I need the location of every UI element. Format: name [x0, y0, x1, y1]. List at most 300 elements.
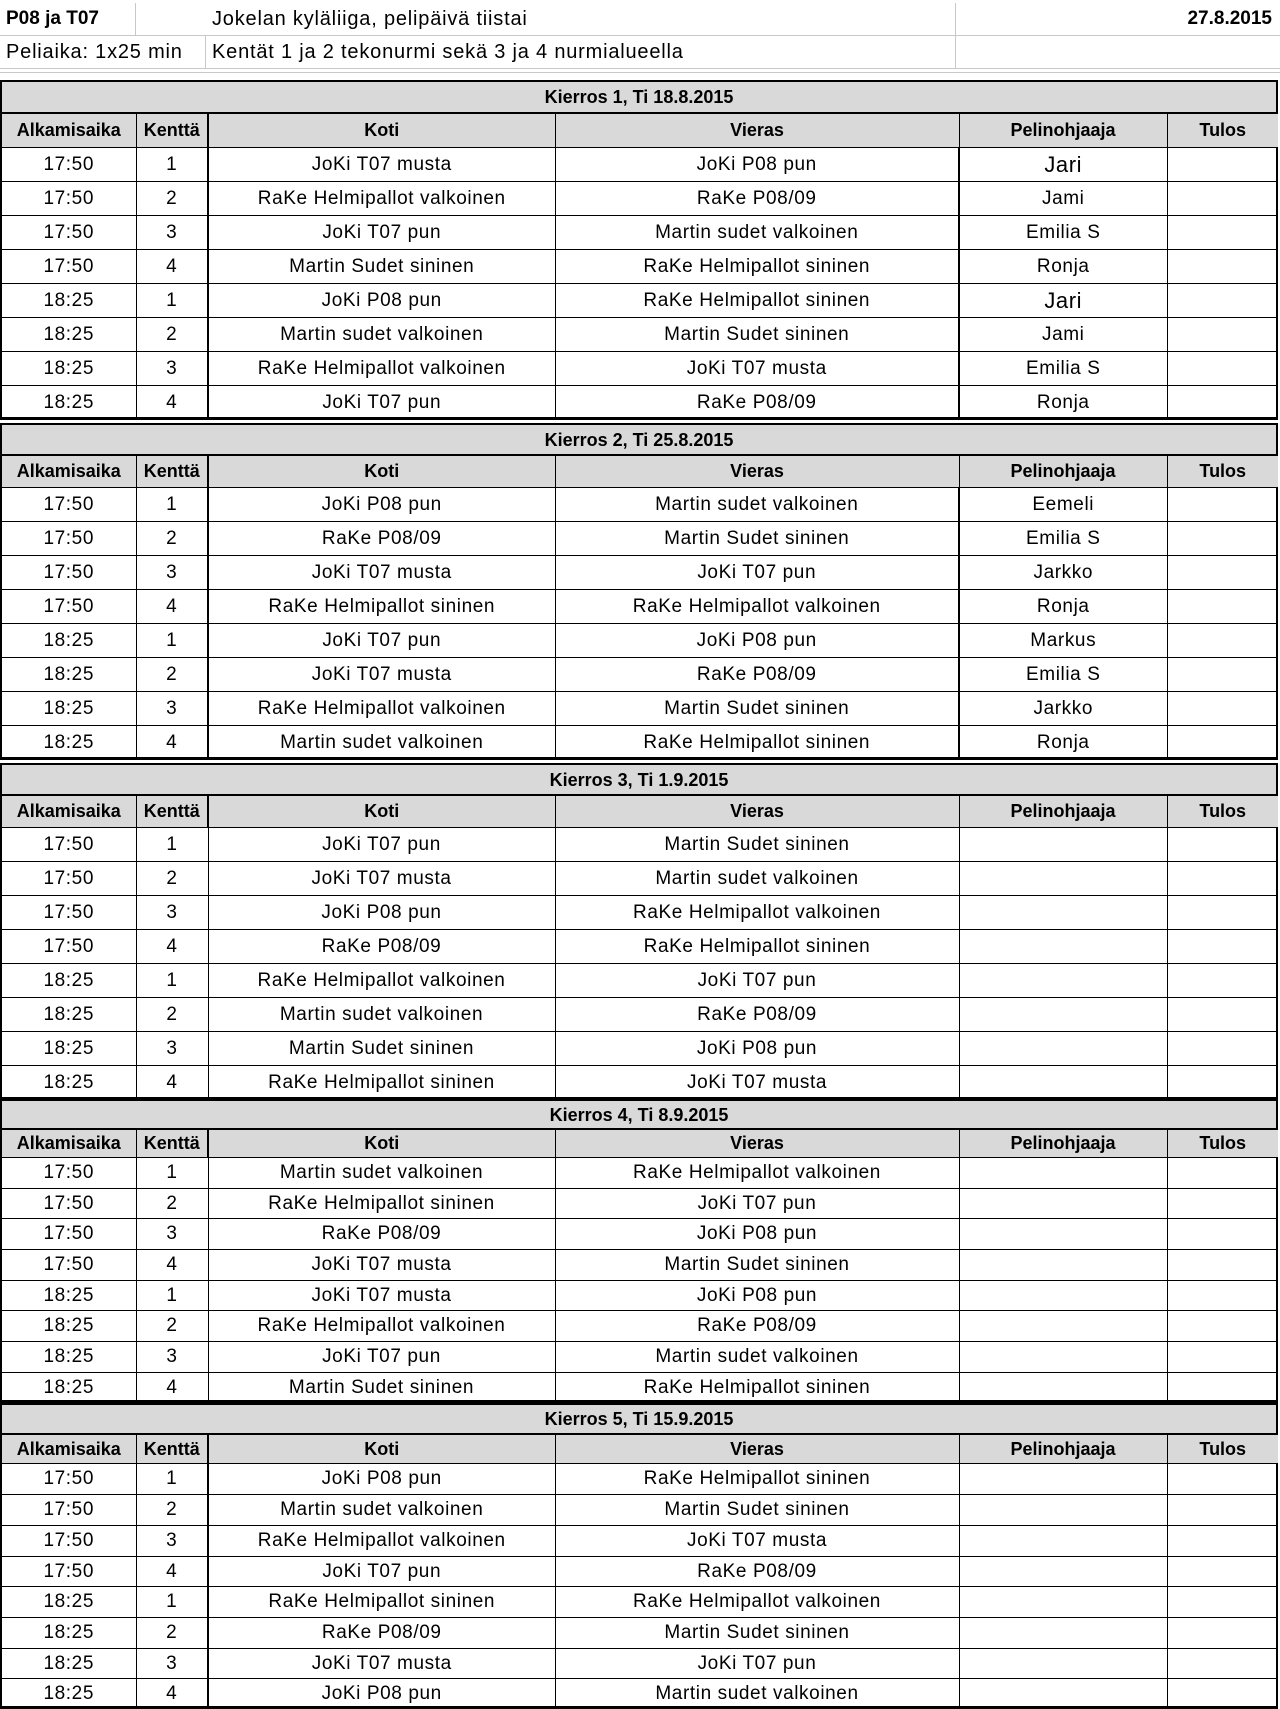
referee-cell[interactable] — [959, 828, 1167, 862]
referee-cell[interactable] — [959, 1649, 1167, 1679]
result-cell[interactable] — [1167, 726, 1278, 760]
field-number-cell[interactable]: 2 — [136, 182, 208, 216]
home-team-cell[interactable]: JoKi T07 musta — [208, 1250, 555, 1281]
header-field[interactable]: Kenttä — [136, 114, 208, 148]
round-bottom-border — [0, 1706, 1278, 1708]
start-time-cell[interactable]: 17:50 — [2, 522, 136, 556]
result-cell[interactable] — [1167, 1495, 1278, 1526]
table-row — [2, 828, 1278, 862]
start-time-cell[interactable]: 18:25 — [2, 1373, 136, 1403]
start-time-cell[interactable]: 18:25 — [2, 1679, 136, 1709]
start-time-cell[interactable]: 17:50 — [2, 1158, 136, 1189]
result-cell[interactable] — [1167, 624, 1278, 658]
result-cell[interactable] — [1167, 1342, 1278, 1373]
field-number-cell[interactable]: 1 — [136, 284, 208, 318]
header-result[interactable]: Tulos — [1167, 456, 1278, 488]
home-team-cell[interactable]: Martin sudet valkoinen — [208, 726, 555, 760]
start-time-cell[interactable]: 17:50 — [2, 1495, 136, 1526]
document-date[interactable]: 27.8.2015 — [1187, 8, 1272, 29]
header-field[interactable]: Kenttä — [136, 796, 208, 828]
header-result[interactable]: Tulos — [1167, 1435, 1278, 1464]
table-row — [2, 1495, 1278, 1526]
away-team-cell[interactable]: RaKe Helmipallot sininen — [555, 1373, 959, 1403]
column-header-row — [2, 796, 1278, 828]
field-number-cell[interactable]: 3 — [136, 216, 208, 250]
away-team-cell[interactable]: JoKi P08 pun — [555, 1219, 959, 1250]
round-title[interactable]: Kierros 5, Ti 15.9.2015 — [2, 1405, 1276, 1434]
home-team-cell[interactable]: RaKe Helmipallot valkoinen — [208, 692, 555, 726]
result-cell[interactable] — [1167, 1679, 1278, 1709]
field-number-cell[interactable]: 4 — [136, 726, 208, 760]
table-row — [2, 1311, 1278, 1342]
away-team-cell[interactable]: RaKe Helmipallot sininen — [555, 250, 959, 284]
start-time-cell[interactable]: 17:50 — [2, 1557, 136, 1587]
home-team-cell[interactable]: JoKi P08 pun — [208, 896, 555, 930]
result-cell[interactable] — [1167, 1189, 1278, 1219]
home-team-cell[interactable]: JoKi T07 musta — [208, 556, 555, 590]
home-team-cell[interactable]: RaKe P08/09 — [208, 930, 555, 964]
away-team-cell[interactable]: RaKe Helmipallot sininen — [555, 1464, 959, 1495]
header-result[interactable]: Tulos — [1167, 114, 1278, 148]
result-cell[interactable] — [1167, 216, 1278, 250]
home-team-cell[interactable]: RaKe P08/09 — [208, 1618, 555, 1649]
field-number-cell[interactable]: 3 — [136, 556, 208, 590]
away-team-cell[interactable]: Martin sudet valkoinen — [555, 862, 959, 896]
home-team-cell[interactable]: JoKi T07 musta — [208, 862, 555, 896]
field-number-cell[interactable]: 3 — [136, 352, 208, 386]
header-referee[interactable]: Pelinohjaaja — [959, 456, 1167, 488]
referee-cell[interactable]: Emilia S — [959, 658, 1167, 692]
field-number-cell[interactable]: 4 — [136, 1373, 208, 1403]
header-home[interactable]: Koti — [208, 1435, 555, 1464]
away-team-cell[interactable]: RaKe Helmipallot valkoinen — [555, 590, 959, 624]
header-field[interactable]: Kenttä — [136, 1435, 208, 1464]
start-time-cell[interactable]: 17:50 — [2, 148, 136, 182]
away-team-cell[interactable]: Martin sudet valkoinen — [555, 1679, 959, 1709]
away-team-cell[interactable]: JoKi T07 pun — [555, 964, 959, 998]
away-team-cell[interactable]: Martin Sudet sininen — [555, 1618, 959, 1649]
referee-cell[interactable] — [959, 1032, 1167, 1066]
field-number-cell[interactable]: 2 — [136, 658, 208, 692]
field-number-cell[interactable]: 1 — [136, 488, 208, 522]
start-time-cell[interactable]: 18:25 — [2, 318, 136, 352]
referee-cell[interactable]: Ronja — [959, 250, 1167, 284]
referee-cell[interactable] — [959, 930, 1167, 964]
header-away[interactable]: Vieras — [555, 114, 959, 148]
start-time-cell[interactable]: 18:25 — [2, 1342, 136, 1373]
start-time-cell[interactable]: 18:25 — [2, 1587, 136, 1618]
start-time-cell[interactable]: 17:50 — [2, 1464, 136, 1495]
away-team-cell[interactable]: Martin sudet valkoinen — [555, 1342, 959, 1373]
start-time-cell[interactable]: 17:50 — [2, 590, 136, 624]
result-cell[interactable] — [1167, 386, 1278, 420]
home-team-cell[interactable]: JoKi T07 musta — [208, 1649, 555, 1679]
away-team-cell[interactable]: JoKi T07 pun — [555, 1649, 959, 1679]
away-team-cell[interactable]: JoKi P08 pun — [555, 1281, 959, 1311]
start-time-cell[interactable]: 18:25 — [2, 1618, 136, 1649]
referee-cell[interactable] — [959, 1587, 1167, 1618]
referee-cell[interactable] — [959, 1679, 1167, 1709]
start-time-cell[interactable]: 17:50 — [2, 1219, 136, 1250]
home-team-cell[interactable]: Martin Sudet sininen — [208, 1373, 555, 1403]
field-number-cell[interactable]: 3 — [136, 1342, 208, 1373]
away-team-cell[interactable]: Martin Sudet sininen — [555, 1250, 959, 1281]
away-team-cell[interactable]: Martin Sudet sininen — [555, 692, 959, 726]
referee-cell[interactable] — [959, 1373, 1167, 1403]
start-time-cell[interactable]: 18:25 — [2, 726, 136, 760]
field-number-cell[interactable]: 4 — [136, 386, 208, 420]
start-time-cell[interactable]: 17:50 — [2, 930, 136, 964]
referee-cell[interactable]: Emilia S — [959, 522, 1167, 556]
header-start-time[interactable]: Alkamisaika — [2, 796, 136, 828]
home-team-cell[interactable]: JoKi P08 pun — [208, 1464, 555, 1495]
referee-cell[interactable]: Ronja — [959, 386, 1167, 420]
referee-cell[interactable]: Ronja — [959, 590, 1167, 624]
referee-cell[interactable] — [959, 1464, 1167, 1495]
home-team-cell[interactable]: JoKi T07 musta — [208, 1281, 555, 1311]
start-time-cell[interactable]: 18:25 — [2, 1649, 136, 1679]
header-start-time[interactable]: Alkamisaika — [2, 1130, 136, 1158]
home-team-cell[interactable]: RaKe Helmipallot valkoinen — [208, 1526, 555, 1557]
referee-cell[interactable]: Emilia S — [959, 352, 1167, 386]
away-team-cell[interactable]: JoKi T07 musta — [555, 1526, 959, 1557]
column-header-row — [2, 114, 1278, 148]
result-cell[interactable] — [1167, 1219, 1278, 1250]
home-team-cell[interactable]: RaKe Helmipallot valkoinen — [208, 964, 555, 998]
home-team-cell[interactable]: RaKe Helmipallot valkoinen — [208, 352, 555, 386]
field-number-cell[interactable]: 3 — [136, 896, 208, 930]
field-number-cell[interactable]: 2 — [136, 1189, 208, 1219]
header-home[interactable]: Koti — [208, 1130, 555, 1158]
result-cell[interactable] — [1167, 1587, 1278, 1618]
result-cell[interactable] — [1167, 522, 1278, 556]
result-cell[interactable] — [1167, 352, 1278, 386]
header-start-time[interactable]: Alkamisaika — [2, 1435, 136, 1464]
header-home[interactable]: Koti — [208, 796, 555, 828]
field-number-cell[interactable]: 2 — [136, 1311, 208, 1342]
away-team-cell[interactable]: RaKe Helmipallot sininen — [555, 726, 959, 760]
field-number-cell[interactable]: 1 — [136, 828, 208, 862]
header-result[interactable]: Tulos — [1167, 1130, 1278, 1158]
home-team-cell[interactable]: JoKi P08 pun — [208, 1679, 555, 1709]
home-team-cell[interactable]: JoKi T07 pun — [208, 386, 555, 420]
field-number-cell[interactable]: 1 — [136, 964, 208, 998]
referee-cell[interactable]: Jarkko — [959, 692, 1167, 726]
start-time-cell[interactable]: 17:50 — [2, 250, 136, 284]
result-cell[interactable] — [1167, 964, 1278, 998]
header-field[interactable]: Kenttä — [136, 1130, 208, 1158]
result-cell[interactable] — [1167, 1066, 1278, 1100]
result-cell[interactable] — [1167, 1373, 1278, 1403]
referee-cell[interactable] — [959, 1189, 1167, 1219]
field-number-cell[interactable]: 3 — [136, 1032, 208, 1066]
result-cell[interactable] — [1167, 556, 1278, 590]
result-cell[interactable] — [1167, 692, 1278, 726]
header-referee[interactable]: Pelinohjaaja — [959, 1130, 1167, 1158]
field-number-cell[interactable]: 2 — [136, 522, 208, 556]
header-referee[interactable]: Pelinohjaaja — [959, 1435, 1167, 1464]
table-row — [2, 488, 1278, 522]
start-time-cell[interactable]: 17:50 — [2, 488, 136, 522]
start-time-cell[interactable]: 18:25 — [2, 658, 136, 692]
referee-cell[interactable]: Ronja — [959, 726, 1167, 760]
header-home[interactable]: Koti — [208, 114, 555, 148]
field-number-cell[interactable]: 4 — [136, 1250, 208, 1281]
header-away[interactable]: Vieras — [555, 796, 959, 828]
start-time-cell[interactable]: 18:25 — [2, 692, 136, 726]
field-number-cell[interactable]: 4 — [136, 930, 208, 964]
away-team-cell[interactable]: RaKe P08/09 — [555, 386, 959, 420]
away-team-cell[interactable]: Martin Sudet sininen — [555, 318, 959, 352]
referee-cell[interactable]: Markus — [959, 624, 1167, 658]
field-number-cell[interactable]: 1 — [136, 1158, 208, 1189]
field-number-cell[interactable]: 3 — [136, 1649, 208, 1679]
referee-cell[interactable]: Jari — [959, 284, 1167, 318]
result-cell[interactable] — [1167, 590, 1278, 624]
referee-cell[interactable] — [959, 1250, 1167, 1281]
field-number-cell[interactable]: 2 — [136, 998, 208, 1032]
round-bottom-border — [0, 417, 1278, 419]
away-team-cell[interactable]: RaKe Helmipallot valkoinen — [555, 896, 959, 930]
referee-cell[interactable] — [959, 896, 1167, 930]
field-number-cell[interactable]: 1 — [136, 624, 208, 658]
header-home[interactable]: Koti — [208, 456, 555, 488]
round-4 — [0, 1099, 1278, 1403]
series-code[interactable]: P08 ja T07 — [0, 3, 136, 35]
start-time-cell[interactable]: 17:50 — [2, 216, 136, 250]
header-referee[interactable]: Pelinohjaaja — [959, 796, 1167, 828]
header-start-time[interactable]: Alkamisaika — [2, 114, 136, 148]
away-team-cell[interactable]: RaKe Helmipallot valkoinen — [555, 1158, 959, 1189]
field-number-cell[interactable]: 4 — [136, 250, 208, 284]
referee-cell[interactable] — [959, 1526, 1167, 1557]
referee-cell[interactable] — [959, 1158, 1167, 1189]
away-team-cell[interactable]: RaKe P08/09 — [555, 182, 959, 216]
round-title[interactable]: Kierros 3, Ti 1.9.2015 — [2, 765, 1276, 795]
referee-cell[interactable]: Jami — [959, 318, 1167, 352]
result-cell[interactable] — [1167, 1311, 1278, 1342]
result-cell[interactable] — [1167, 1250, 1278, 1281]
field-number-cell[interactable]: 2 — [136, 862, 208, 896]
league-title[interactable]: Jokelan kyläliiga, pelipäivä tiistai — [206, 3, 956, 35]
away-team-cell[interactable]: RaKe P08/09 — [555, 658, 959, 692]
start-time-cell[interactable]: 17:50 — [2, 1526, 136, 1557]
away-team-cell[interactable]: Martin sudet valkoinen — [555, 488, 959, 522]
home-team-cell[interactable]: JoKi T07 musta — [208, 148, 555, 182]
result-cell[interactable] — [1167, 284, 1278, 318]
header-away[interactable]: Vieras — [555, 1435, 959, 1464]
table-row — [2, 182, 1278, 216]
referee-cell[interactable] — [959, 964, 1167, 998]
home-team-cell[interactable]: JoKi T07 pun — [208, 828, 555, 862]
away-team-cell[interactable]: Martin Sudet sininen — [555, 828, 959, 862]
away-team-cell[interactable]: JoKi T07 musta — [555, 352, 959, 386]
field-number-cell[interactable]: 2 — [136, 1618, 208, 1649]
home-team-cell[interactable]: JoKi P08 pun — [208, 488, 555, 522]
start-time-cell[interactable]: 18:25 — [2, 964, 136, 998]
result-cell[interactable] — [1167, 828, 1278, 862]
referee-cell[interactable] — [959, 1066, 1167, 1100]
referee-cell[interactable]: Jarkko — [959, 556, 1167, 590]
away-team-cell[interactable]: Martin Sudet sininen — [555, 1495, 959, 1526]
referee-cell[interactable]: Jami — [959, 182, 1167, 216]
start-time-cell[interactable]: 17:50 — [2, 182, 136, 216]
referee-cell[interactable] — [959, 1281, 1167, 1311]
result-cell[interactable] — [1167, 488, 1278, 522]
field-number-cell[interactable]: 4 — [136, 1066, 208, 1100]
field-number-cell[interactable]: 2 — [136, 318, 208, 352]
home-team-cell[interactable]: Martin Sudet sininen — [208, 1032, 555, 1066]
start-time-cell[interactable]: 17:50 — [2, 1189, 136, 1219]
home-team-cell[interactable]: JoKi T07 pun — [208, 624, 555, 658]
referee-cell[interactable]: Eemeli — [959, 488, 1167, 522]
result-cell[interactable] — [1167, 896, 1278, 930]
round-title[interactable]: Kierros 4, Ti 8.9.2015 — [2, 1101, 1276, 1129]
round-title[interactable]: Kierros 2, Ti 25.8.2015 — [2, 425, 1276, 455]
header-result[interactable]: Tulos — [1167, 796, 1278, 828]
result-cell[interactable] — [1167, 250, 1278, 284]
away-team-cell[interactable]: JoKi P08 pun — [555, 148, 959, 182]
game-duration[interactable]: Peliaika: 1x25 min — [0, 36, 206, 68]
field-number-cell[interactable]: 3 — [136, 1219, 208, 1250]
home-team-cell[interactable]: Martin Sudet sininen — [208, 250, 555, 284]
round-title[interactable]: Kierros 1, Ti 18.8.2015 — [2, 82, 1276, 113]
result-cell[interactable] — [1167, 148, 1278, 182]
start-time-cell[interactable]: 18:25 — [2, 1311, 136, 1342]
table-row — [2, 1464, 1278, 1495]
referee-cell[interactable] — [959, 1219, 1167, 1250]
referee-cell[interactable] — [959, 1342, 1167, 1373]
field-number-cell[interactable]: 4 — [136, 1557, 208, 1587]
home-team-cell[interactable]: JoKi T07 pun — [208, 1342, 555, 1373]
start-time-cell[interactable]: 18:25 — [2, 1032, 136, 1066]
home-team-cell[interactable]: Martin sudet valkoinen — [208, 318, 555, 352]
home-team-cell[interactable]: RaKe Helmipallot valkoinen — [208, 1311, 555, 1342]
fields-info[interactable]: Kentät 1 ja 2 tekonurmi sekä 3 ja 4 nurmialueella — [206, 36, 956, 68]
home-team-cell[interactable]: RaKe Helmipallot sininen — [208, 590, 555, 624]
result-cell[interactable] — [1167, 1032, 1278, 1066]
header-away[interactable]: Vieras — [555, 1130, 959, 1158]
header-start-time[interactable]: Alkamisaika — [2, 456, 136, 488]
away-team-cell[interactable]: RaKe P08/09 — [555, 1557, 959, 1587]
away-team-cell[interactable]: JoKi T07 pun — [555, 1189, 959, 1219]
home-team-cell[interactable]: RaKe Helmipallot valkoinen — [208, 182, 555, 216]
home-team-cell[interactable]: RaKe P08/09 — [208, 1219, 555, 1250]
field-number-cell[interactable]: 1 — [136, 1587, 208, 1618]
header-field[interactable]: Kenttä — [136, 456, 208, 488]
result-cell[interactable] — [1167, 1618, 1278, 1649]
away-team-cell[interactable]: RaKe Helmipallot valkoinen — [555, 1587, 959, 1618]
table-row — [2, 216, 1278, 250]
start-time-cell[interactable]: 18:25 — [2, 624, 136, 658]
start-time-cell[interactable]: 18:25 — [2, 1281, 136, 1311]
home-team-cell[interactable]: RaKe P08/09 — [208, 522, 555, 556]
home-team-cell[interactable]: RaKe Helmipallot sininen — [208, 1066, 555, 1100]
home-team-cell[interactable]: Martin sudet valkoinen — [208, 1495, 555, 1526]
result-cell[interactable] — [1167, 862, 1278, 896]
away-team-cell[interactable]: JoKi T07 pun — [555, 556, 959, 590]
header-away[interactable]: Vieras — [555, 456, 959, 488]
header-referee[interactable]: Pelinohjaaja — [959, 114, 1167, 148]
start-time-cell[interactable]: 17:50 — [2, 896, 136, 930]
result-cell[interactable] — [1167, 1526, 1278, 1557]
referee-cell[interactable]: Emilia S — [959, 216, 1167, 250]
away-team-cell[interactable]: RaKe P08/09 — [555, 998, 959, 1032]
result-cell[interactable] — [1167, 318, 1278, 352]
referee-cell[interactable] — [959, 1311, 1167, 1342]
field-number-cell[interactable]: 3 — [136, 692, 208, 726]
home-team-cell[interactable]: RaKe Helmipallot sininen — [208, 1189, 555, 1219]
result-cell[interactable] — [1167, 1158, 1278, 1189]
table-row — [2, 1649, 1278, 1679]
home-team-cell[interactable]: JoKi T07 pun — [208, 1557, 555, 1587]
away-team-cell[interactable]: RaKe Helmipallot sininen — [555, 284, 959, 318]
field-number-cell[interactable]: 4 — [136, 1679, 208, 1709]
home-team-cell[interactable]: Martin sudet valkoinen — [208, 998, 555, 1032]
away-team-cell[interactable]: JoKi P08 pun — [555, 1032, 959, 1066]
referee-cell[interactable]: Jari — [959, 148, 1167, 182]
away-team-cell[interactable]: JoKi T07 musta — [555, 1066, 959, 1100]
result-cell[interactable] — [1167, 998, 1278, 1032]
table-row — [2, 522, 1278, 556]
home-team-cell[interactable]: RaKe Helmipallot sininen — [208, 1587, 555, 1618]
result-cell[interactable] — [1167, 182, 1278, 216]
field-number-cell[interactable]: 4 — [136, 590, 208, 624]
home-team-cell[interactable]: Martin sudet valkoinen — [208, 1158, 555, 1189]
referee-cell[interactable] — [959, 998, 1167, 1032]
start-time-cell[interactable]: 18:25 — [2, 1066, 136, 1100]
away-team-cell[interactable]: JoKi P08 pun — [555, 624, 959, 658]
away-team-cell[interactable]: Martin Sudet sininen — [555, 522, 959, 556]
start-time-cell[interactable]: 17:50 — [2, 1250, 136, 1281]
result-cell[interactable] — [1167, 930, 1278, 964]
away-team-cell[interactable]: RaKe Helmipallot sininen — [555, 930, 959, 964]
result-cell[interactable] — [1167, 658, 1278, 692]
start-time-cell[interactable]: 18:25 — [2, 386, 136, 420]
field-number-cell[interactable]: 1 — [136, 1464, 208, 1495]
home-team-cell[interactable]: JoKi T07 musta — [208, 658, 555, 692]
field-number-cell[interactable]: 3 — [136, 1526, 208, 1557]
field-number-cell[interactable]: 2 — [136, 1495, 208, 1526]
table-row — [2, 1066, 1278, 1100]
column-header-row — [2, 1130, 1278, 1158]
table-row — [2, 930, 1278, 964]
start-time-cell[interactable]: 18:25 — [2, 352, 136, 386]
result-cell[interactable] — [1167, 1464, 1278, 1495]
field-number-cell[interactable]: 1 — [136, 148, 208, 182]
start-time-cell[interactable]: 18:25 — [2, 998, 136, 1032]
away-team-cell[interactable]: RaKe P08/09 — [555, 1311, 959, 1342]
field-number-cell[interactable]: 1 — [136, 1281, 208, 1311]
start-time-cell[interactable]: 17:50 — [2, 862, 136, 896]
referee-cell[interactable] — [959, 1495, 1167, 1526]
start-time-cell[interactable]: 17:50 — [2, 556, 136, 590]
referee-cell[interactable] — [959, 1557, 1167, 1587]
home-team-cell[interactable]: JoKi T07 pun — [208, 216, 555, 250]
referee-cell[interactable] — [959, 1618, 1167, 1649]
result-cell[interactable] — [1167, 1281, 1278, 1311]
table-row — [2, 1373, 1278, 1403]
table-row — [2, 386, 1278, 420]
start-time-cell[interactable]: 17:50 — [2, 828, 136, 862]
result-cell[interactable] — [1167, 1557, 1278, 1587]
referee-cell[interactable] — [959, 862, 1167, 896]
start-time-cell[interactable]: 18:25 — [2, 284, 136, 318]
round-5 — [0, 1403, 1278, 1709]
away-team-cell[interactable]: Martin sudet valkoinen — [555, 216, 959, 250]
home-team-cell[interactable]: JoKi P08 pun — [208, 284, 555, 318]
result-cell[interactable] — [1167, 1649, 1278, 1679]
